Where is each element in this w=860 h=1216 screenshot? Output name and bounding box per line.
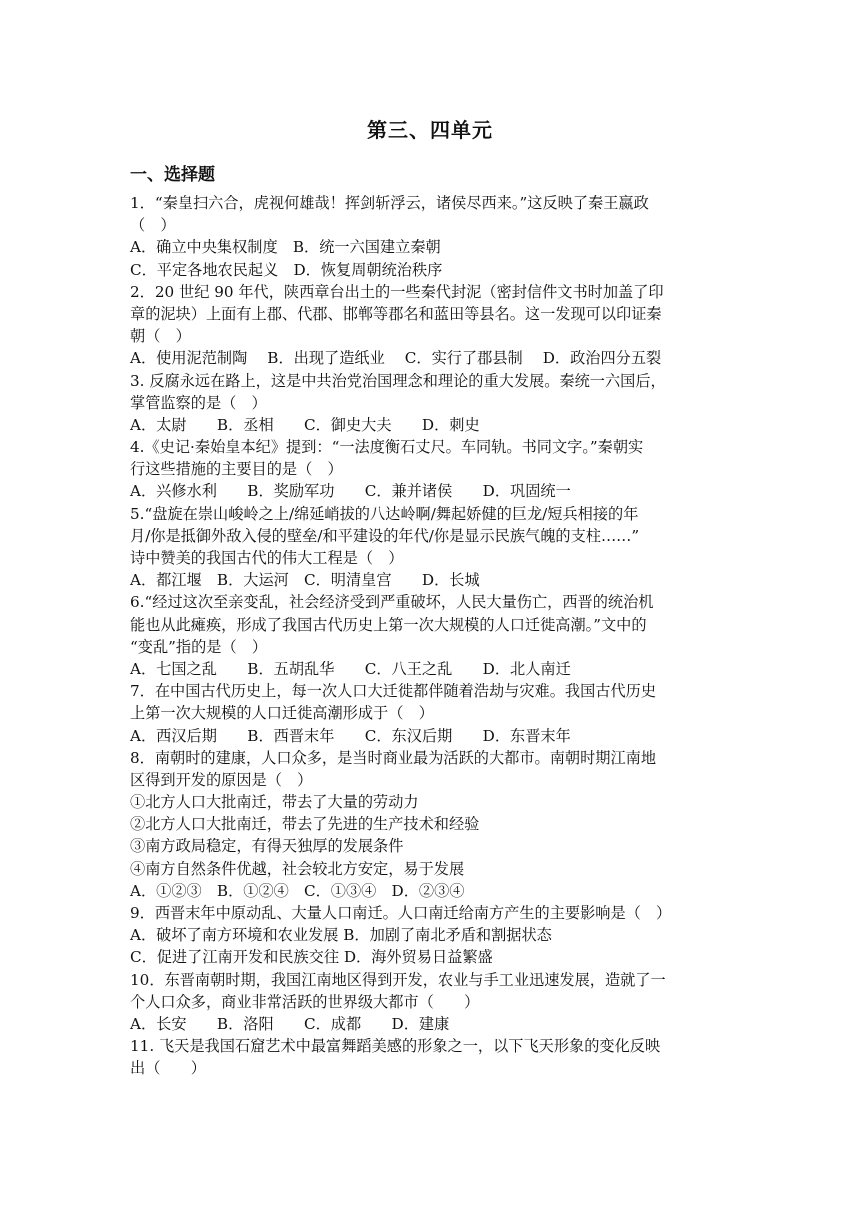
question-4	[130, 436, 740, 503]
answer-options: A．七国之乱 B．五胡乱华 C．八王之乱 D．北人南迁	[130, 659, 571, 678]
question-stem-line: 10．东晋南朝时期，我国江南地区得到开发，农业与手工业迅速发展，造就了一	[130, 970, 666, 989]
question-list	[130, 192, 740, 1080]
question-stem-line: 出（ ）	[130, 1059, 206, 1078]
question-stem-line: 朝（ ）	[130, 327, 191, 346]
question-stem-line: 区得到开发的原因是（ ）	[130, 770, 313, 789]
question-stem-line: ②北方人口大批南迁，带去了先进的生产技术和经验	[130, 815, 480, 834]
question-10	[130, 969, 740, 1036]
question-stem-line: 2．20 世纪 90 年代，陕西章台出土的一些秦代封泥（密封信件文书时加盖了印	[130, 282, 664, 301]
question-stem-line: 个人口众多，商业非常活跃的世界级大都市（ ）	[130, 992, 480, 1011]
answer-options: A．①②③ B．①②④ C．①③④ D．②③④	[130, 881, 465, 900]
question-stem-line: 3. 反腐永远在路上，这是中共治党治国理念和理论的重大发展。秦统一六国后，	[130, 371, 666, 390]
question-8	[130, 747, 740, 902]
question-stem-line: 行这些措施的主要目的是（ ）	[130, 460, 343, 479]
page-title: 第三、四单元	[367, 118, 493, 142]
question-stem-line: 月/你是抵御外敌入侵的壁垒/和平建设的年代/你是显示民族气魄的支柱……”	[130, 526, 640, 545]
answer-options: A．破坏了南方环境和农业发展 B．加剧了南北矛盾和割据状态	[130, 926, 552, 945]
question-stem-line: 6.“经过这次至亲变乱，社会经济受到严重破坏，人民大量伤亡，西晋的统治机	[130, 593, 654, 612]
question-stem-line: 1．“秦皇扫六合，虎视何雄哉！挥剑斩浮云，诸侯尽西来。”这反映了秦王嬴政	[130, 194, 649, 212]
question-stem-line: ①北方人口大批南迁，带去了大量的劳动力	[130, 793, 419, 812]
answer-options: A．都江堰 B．大运河 C．明清皇宫 D．长城	[130, 571, 480, 590]
answer-options: A．太尉 B．丞相 C．御史大夫 D．刺史	[130, 415, 480, 434]
question-stem-line: ③南方政局稳定，有得天独厚的发展条件	[130, 837, 404, 856]
question-stem-line: 能也从此瘫痪，形成了我国古代历史上第一次大规模的人口迁徙高潮。”文中的	[130, 615, 647, 634]
answer-options: C．促进了江南开发和民族交往 D．海外贸易日益繁盛	[130, 948, 493, 967]
question-5	[130, 503, 740, 592]
answer-options: A．西汉后期 B．西晋末年 C．东汉后期 D．东晋末年	[130, 726, 571, 745]
question-stem-line: ④南方自然条件优越，社会较北方安定，易于发展	[130, 859, 465, 878]
answer-options: A．使用泥范制陶 B．出现了造纸业 C．实行了郡县制 D．政治四分五裂	[130, 349, 662, 368]
question-11	[130, 1035, 740, 1079]
question-stem-line: 诗中赞美的我国古代的伟大工程是（ ）	[130, 549, 404, 567]
question-stem-line: 11. 飞天是我国石窟艺术中最富舞蹈美感的形象之一，以下飞天形象的变化反映	[130, 1037, 661, 1056]
question-stem-line: 4.《史记·秦始皇本纪》提到：“一法度衡石丈尺。车同轨。书同文字。”秦朝实	[130, 438, 644, 457]
question-3	[130, 370, 740, 437]
question-2	[130, 281, 740, 370]
answer-options: C．平定各地农民起义 D．恢复周朝统治秩序	[130, 260, 443, 279]
question-stem-line: 5.“盘旋在崇山峻岭之上/绵延峭拔的八达岭啊/舞起娇健的巨龙/短兵相接的年	[130, 504, 639, 523]
question-7	[130, 680, 740, 747]
answer-options: A．确立中央集权制度 B．统一六国建立秦朝	[130, 238, 441, 257]
question-stem-line: 章的泥块）上面有上郡、代郡、邯郸等郡名和蓝田等县名。这一发现可以印证秦	[130, 304, 662, 323]
question-stem-line: 上第一次大规模的人口迁徙高潮形成于（ ）	[130, 704, 434, 723]
question-stem-line: 7．在中国古代历史上，每一次人口大迁徙都伴随着浩劫与灾难。我国古代历史	[130, 682, 657, 701]
question-stem-line: 9．西晋末年中原动乱、大量人口南迁。人口南迁给南方产生的主要影响是（ ）	[130, 904, 672, 922]
question-stem-line: （ ）	[130, 216, 176, 235]
question-stem-line: 掌管监察的是（ ）	[130, 393, 267, 412]
question-stem-line: 8．南朝时的建康，人口众多，是当时商业最为活跃的大都市。南朝时期江南地	[130, 748, 657, 767]
question-9	[130, 902, 740, 969]
question-stem-line: “变乱”指的是（ ）	[130, 637, 268, 656]
answer-options: A．兴修水利 B．奖励军功 C．兼并诸侯 D．巩固统一	[130, 482, 571, 501]
question-6	[130, 591, 740, 680]
section-heading: 一、选择题	[130, 165, 215, 185]
answer-options: A．长安 B．洛阳 C．成都 D．建康	[130, 1014, 450, 1033]
question-1	[130, 192, 740, 281]
